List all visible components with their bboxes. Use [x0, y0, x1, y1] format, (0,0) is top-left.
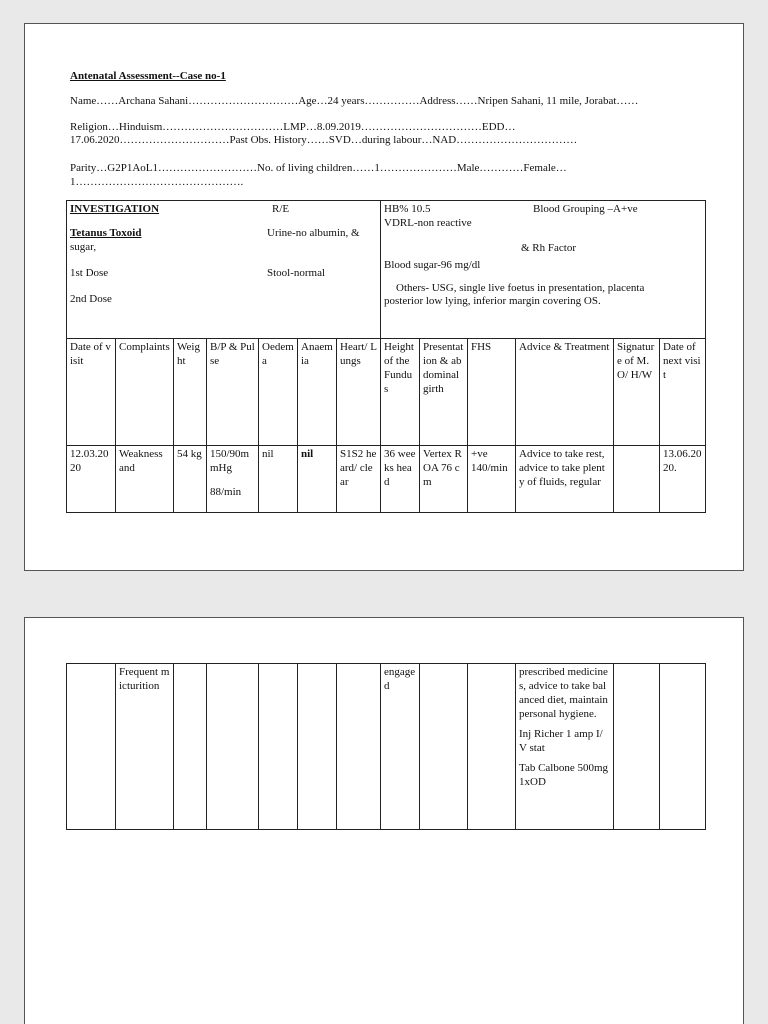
heart-lungs-continued [337, 664, 381, 830]
investigation-left-cell [67, 201, 381, 339]
header-bp-pulse: B/P & Pulse [207, 339, 259, 446]
complaint: Weakness and [116, 446, 174, 513]
tetanus-dose-1: 1st Dose [70, 267, 109, 279]
tetanus-toxoid-label: Tetanus Toxoid [70, 227, 142, 239]
parity-line-continued: 1………………………………………. [70, 176, 244, 188]
signature-continued [614, 664, 660, 830]
parity-line: Parity…G2P1AoL1………………………No. of living children……1…………………Male…………Female… [70, 162, 567, 174]
signature [614, 446, 660, 513]
header-oedema: Oedema [259, 339, 298, 446]
stool-result: Stool-normal [267, 267, 326, 279]
table-row [67, 446, 706, 513]
presentation: Vertex ROA 76 cm [420, 446, 468, 513]
weight: 54 kg [174, 446, 207, 513]
rh-factor-label: & Rh Factor [521, 242, 576, 254]
header-advice-treatment: Advice & Treatment [516, 339, 614, 446]
header-presentation: Presentation & abdominal girth [420, 339, 468, 446]
injection-order: Inj Richer 1 amp I/V stat [519, 728, 603, 754]
advice-text: prescribed medicines, advice to take balanced diet, maintain personal hygiene. [519, 666, 608, 720]
sugar-result: sugar, [70, 241, 97, 253]
header-fhs: FHS [468, 339, 516, 446]
header-date-of-visit: Date of visit [67, 339, 116, 446]
header-next-visit: Date of next visit [660, 339, 706, 446]
table-header-row [67, 339, 706, 446]
tablet-order: Tab Calbone 500mg 1xOD [519, 762, 609, 788]
header-weight: Weight [174, 339, 207, 446]
fundus-height: 36 weeks head [381, 446, 420, 513]
blood-pressure: 150/90mmHg [210, 448, 250, 474]
advice-treatment-continued [516, 664, 614, 830]
tetanus-dose-2: 2nd Dose [70, 293, 112, 305]
document-page-2 [24, 617, 744, 1024]
hb-result: HB% 10.5 [384, 203, 431, 215]
header-heart-lungs: Heart/ Lungs [337, 339, 381, 446]
weight-continued [174, 664, 207, 830]
pulse: 88/min [210, 486, 242, 498]
presentation-continued [420, 664, 468, 830]
oedema-continued [259, 664, 298, 830]
fhs-cell [468, 446, 516, 513]
header-fundus-height: Height of the Fundus [381, 339, 420, 446]
re-label: R/E [272, 203, 290, 215]
visit-date-continued [67, 664, 116, 830]
document-title: Antenatal Assessment--Case no-1 [70, 70, 226, 82]
complaint-continued: Frequent micturition [116, 664, 174, 830]
heart-lungs: S1S2 heard/ clear [337, 446, 381, 513]
bp-pulse-cell [207, 446, 259, 513]
blood-sugar-result: Blood sugar-96 mg/dl [384, 259, 481, 271]
investigation-row [67, 201, 706, 339]
usg-findings: Others- USG, single live foetus in presentation, placenta posterior low lying, inferior margin covering OS. [384, 282, 645, 307]
obs-history-line: 17.06.2020…………………………Past Obs. History……SVD…during labour…NAD…………………………… [70, 134, 578, 146]
fundus-height-continued: engaged [381, 664, 420, 830]
header-complaints: Complaints [116, 339, 174, 446]
anaemia-continued [298, 664, 337, 830]
investigation-right-cell [381, 201, 706, 339]
visit-date: 12.03.2020 [67, 446, 116, 513]
header-signature: Signature of M.O/ H/W [614, 339, 660, 446]
assessment-table-continued [66, 663, 706, 830]
blood-group-result: Blood Grouping –A+ve [533, 203, 638, 215]
vdrl-result: VDRL-non reactive [384, 217, 472, 229]
bp-pulse-continued [207, 664, 259, 830]
advice-treatment: Advice to take rest, advice to take plenty of fluids, regular [516, 446, 614, 513]
table-row [67, 664, 706, 830]
fhs-status: +ve [471, 448, 488, 460]
assessment-table [66, 200, 706, 513]
investigation-heading: INVESTIGATION [70, 203, 160, 215]
header-anaemia: Anaemia [298, 339, 337, 446]
patient-name-line: Name……Archana Sahani…………………………Age…24 years……………Address……Nripen Sahani, 11 mile, Jorabat…… [70, 95, 639, 107]
fhs-rate: 140/min [471, 462, 508, 474]
oedema: nil [259, 446, 298, 513]
next-visit-continued [660, 664, 706, 830]
document-page-1 [24, 23, 744, 571]
fhs-continued [468, 664, 516, 830]
next-visit-date: 13.06.2020. [660, 446, 706, 513]
urine-result: Urine-no albumin, & [267, 227, 360, 239]
anaemia: nil [298, 446, 337, 513]
religion-lmp-edd-line: Religion…Hinduism……………………………LMP…8.09.2019……………………………EDD… [70, 121, 516, 133]
